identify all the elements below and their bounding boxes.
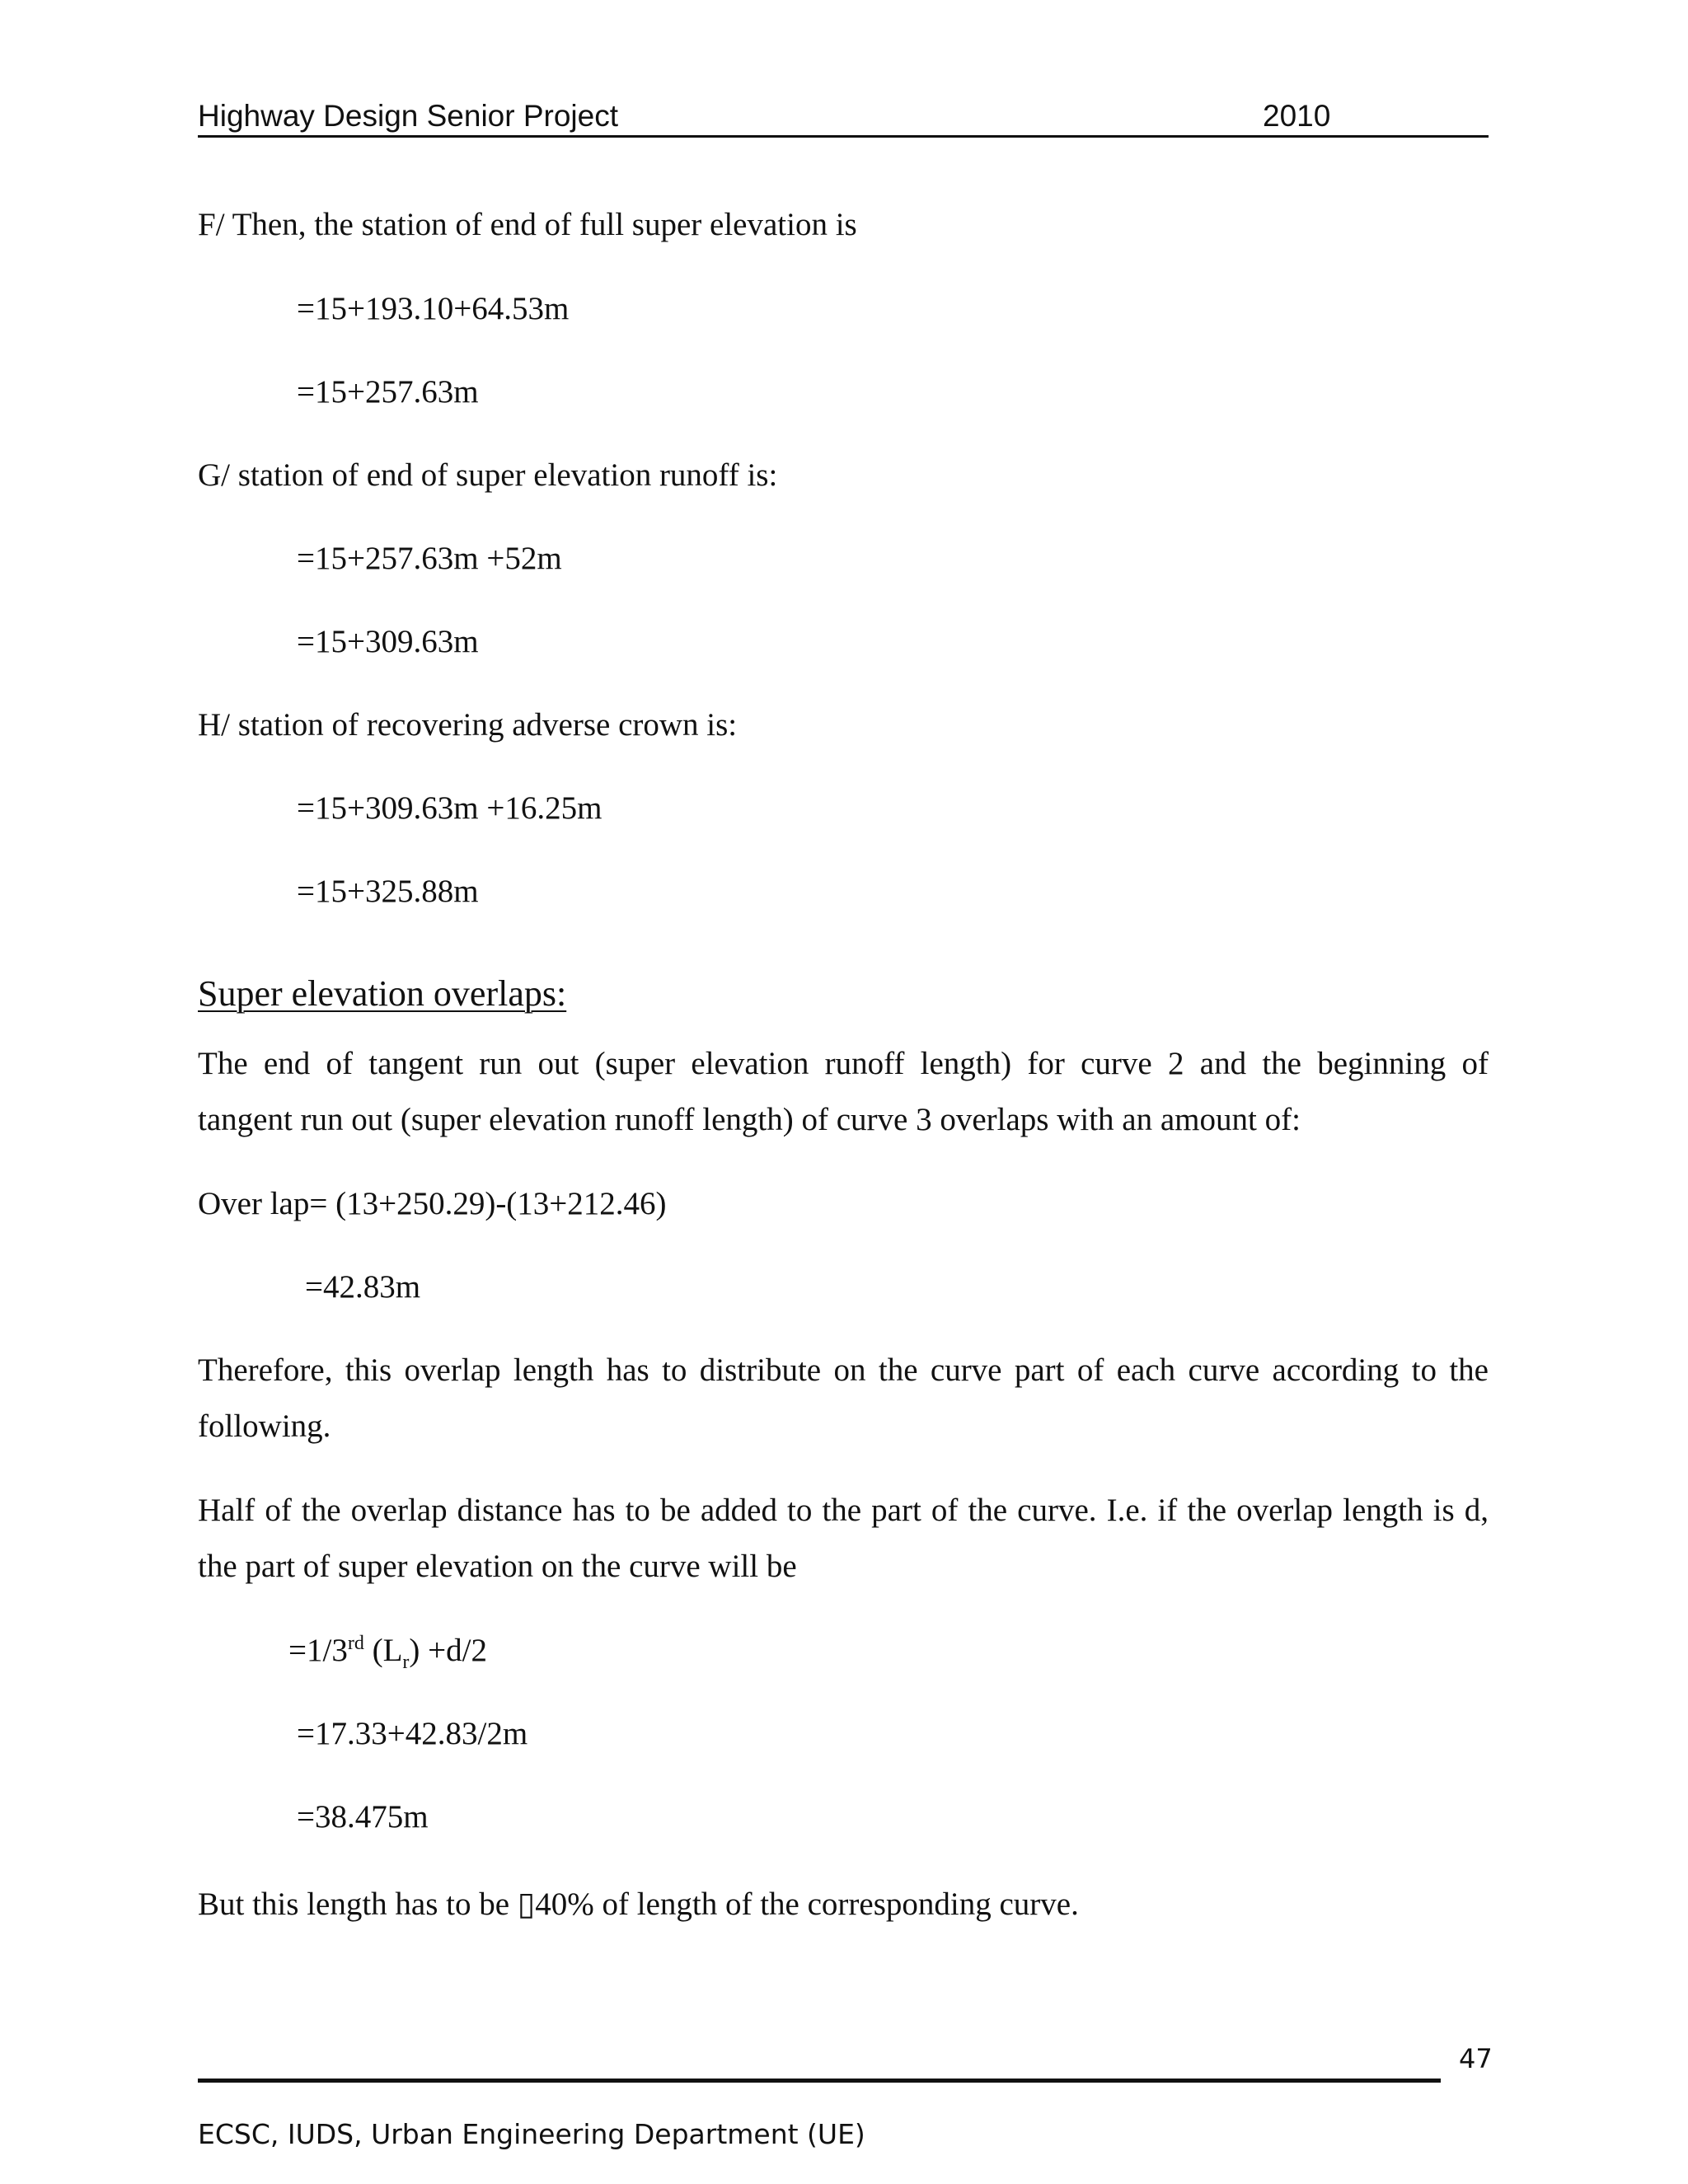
final-statement: But this length has to be ▯40% of length of the corresponding curve. (198, 1886, 1079, 1922)
header-rule (198, 135, 1489, 138)
paragraph-3-line-2: the part of super elevation on the curve will be (198, 1549, 797, 1584)
step-f-label: F/ Then, the station of end of full super elevation is (198, 207, 857, 242)
step-g-equation-2: =15+309.63m (297, 624, 479, 659)
step-g-label: G/ station of end of super elevation runoff is: (198, 457, 778, 493)
paragraph-2-line-1: Therefore, this overlap length has to distribute on the curve part of each curve according to the (198, 1352, 1489, 1388)
calculation-1: =17.33+42.83/2m (297, 1716, 528, 1751)
formula-suffix: ) +d/2 (409, 1633, 487, 1668)
step-g-equation-1: =15+257.63m +52m (297, 541, 562, 576)
formula-middle: (L (363, 1633, 403, 1668)
calculation-2: =38.475m (297, 1799, 429, 1835)
overlap-equation: Over lap= (13+250.29)-(13+212.46) (198, 1186, 667, 1221)
footer-organization: ECSC, IUDS, Urban Engineering Department (UE) (198, 2118, 865, 2150)
formula-subscript: r (402, 1651, 410, 1673)
footer-rule (198, 2079, 1441, 2083)
paragraph-1-line-2: tangent run out (super elevation runoff length) of curve 3 overlaps with an amount of: (198, 1102, 1301, 1137)
step-h-equation-1: =15+309.63m +16.25m (297, 790, 603, 826)
header-year: 2010 (1263, 99, 1331, 133)
formula (288, 1632, 487, 1673)
formula-prefix: =1/3 (288, 1633, 348, 1668)
page-number: 47 (1459, 2043, 1493, 2074)
header-title: Highway Design Senior Project (198, 99, 619, 133)
step-f-equation-2: =15+257.63m (297, 374, 479, 410)
overlap-result: =42.83m (305, 1269, 421, 1305)
paragraph-2-line-2: following. (198, 1408, 331, 1444)
paragraph-1-line-1: The end of tangent run out (super elevation runoff length) for curve 2 and the beginning of (198, 1046, 1489, 1081)
step-h-equation-2: =15+325.88m (297, 874, 479, 909)
section-heading: Super elevation overlaps: (198, 973, 567, 1014)
formula-superscript: rd (347, 1633, 364, 1654)
step-h-label: H/ station of recovering adverse crown is: (198, 707, 738, 743)
step-f-equation-1: =15+193.10+64.53m (297, 291, 570, 326)
paragraph-3-line-1: Half of the overlap distance has to be added to the part of the curve. I.e. if the overlap length is d, (198, 1493, 1489, 1528)
